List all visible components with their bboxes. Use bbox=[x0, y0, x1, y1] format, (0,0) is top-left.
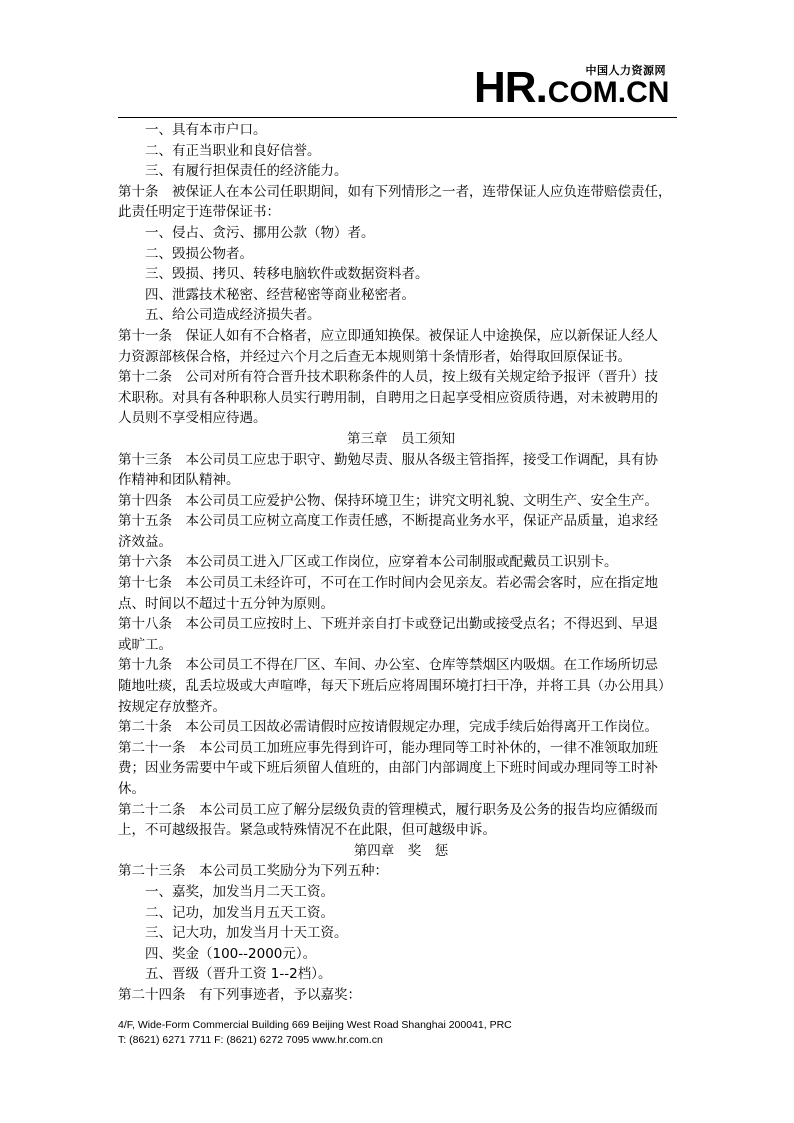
text-line: 第十四条 本公司员工应爱护公物、保持环境卫生；讲究文明礼貌、文明生产、安全生产。 bbox=[118, 492, 658, 509]
text-line: 第十一条 保证人如有不合格者，应立即通知换保。被保证人中途换保，应以新保证人经人 bbox=[118, 327, 658, 344]
chapter-heading: 第三章 员工须知 bbox=[347, 430, 455, 447]
text-line: 二、毁损公物者。 bbox=[145, 245, 253, 262]
text-line: 第十条 被保证人在本公司任职期间，如有下列情形之一者，连带保证人应负连带赔偿责任， bbox=[118, 183, 672, 200]
text-line: 三、毁损、拷贝、转移电脑软件或数据资料者。 bbox=[145, 266, 429, 283]
text-line: 一、嘉奖，加发当月二天工资。 bbox=[145, 883, 334, 900]
text-line: 此责任明定于连带保证书： bbox=[118, 204, 280, 221]
text-line: 第十七条 本公司员工未经许可，不可在工作时间内会见亲友。若必需会客时，应在指定地 bbox=[118, 575, 658, 592]
logo-domain: COM.CN bbox=[547, 76, 670, 109]
text-line: 点、时间以不超过十五分钟为原则。 bbox=[118, 595, 334, 612]
text-line: 第十六条 本公司员工进入厂区或工作岗位，应穿着本公司制服或配戴员工识别卡。 bbox=[118, 554, 618, 571]
logo-dot: . bbox=[535, 63, 548, 112]
text-line: 作精神和团队精神。 bbox=[118, 472, 240, 489]
text-line: 术职称。对具有各种职称人员实行聘用制，自聘用之日起享受相应资质待遇，对未被聘用的 bbox=[118, 389, 658, 406]
text-line: 二、有正当职业和良好信誉。 bbox=[145, 142, 321, 159]
text-line: 五、给公司造成经济损失者。 bbox=[145, 307, 321, 324]
text-line: 第十九条 本公司员工不得在厂区、车间、办公室、仓库等禁烟区内吸烟。在工作场所切忌 bbox=[118, 657, 658, 674]
footer-address: 4/F, Wide-Form Commercial Building 669 Beijing West Road Shanghai 200041, PRC bbox=[118, 1019, 512, 1031]
text-line: 第二十条 本公司员工因故必需请假时应按请假规定办理，完成手续后始得离开工作岗位。 bbox=[118, 719, 658, 736]
text-line: 四、泄露技术秘密、经营秘密等商业秘密者。 bbox=[145, 286, 415, 303]
text-line: 四、奖金（100--2000元）。 bbox=[145, 945, 317, 962]
text-line: 五、晋级（晋升工资 1--2档）。 bbox=[145, 966, 332, 983]
text-line: 一、具有本市户口。 bbox=[145, 122, 267, 138]
logo-chinese-text: 中国人力资源网 bbox=[585, 64, 666, 77]
text-line: 一、侵占、贪污、挪用公款（物）者。 bbox=[145, 224, 375, 241]
text-line: 第十五条 本公司员工应树立高度工作责任感，不断提高业务水平，保证产品质量，追求经 bbox=[118, 513, 658, 530]
text-line: 上，不可越级报告。紧急或特殊情况不在此限，但可越级申诉。 bbox=[118, 822, 496, 839]
text-line: 人员则不享受相应待遇。 bbox=[118, 410, 267, 427]
text-line: 三、有履行担保责任的经济能力。 bbox=[145, 163, 348, 180]
text-line: 第二十三条 本公司员工奖励分为下列五种： bbox=[118, 863, 388, 880]
hr-logo bbox=[474, 58, 674, 110]
text-line: 第十八条 本公司员工应按时上、下班并亲自打卡或登记出勤或接受点名；不得迟到、早退 bbox=[118, 616, 658, 633]
logo-hr: HR bbox=[474, 63, 536, 112]
text-line: 第二十四条 有下列事迹者，予以嘉奖： bbox=[118, 986, 361, 1003]
text-line: 随地吐痰，乱丢垃圾或大声喧哗，每天下班后应将周围环境打扫干净，并将工具（办公用具） bbox=[118, 678, 672, 695]
text-line: 第十二条 公司对所有符合晋升技术职称条件的人员，按上级有关规定给予报评（晋升）技 bbox=[118, 369, 658, 386]
page-footer bbox=[118, 1018, 678, 1048]
text-line: 或旷工。 bbox=[118, 636, 172, 653]
chapter-heading: 第四章 奖 惩 bbox=[353, 842, 449, 859]
text-line: 按规定存放整齐。 bbox=[118, 698, 226, 715]
text-line: 第二十二条 本公司员工应了解分层级负责的管理模式，履行职务及公务的报告均应循级而 bbox=[118, 801, 658, 818]
text-line: 三、记大功，加发当月十天工资。 bbox=[145, 925, 348, 942]
header-rule bbox=[118, 117, 677, 118]
text-line: 休。 bbox=[118, 781, 145, 797]
text-line: 第十三条 本公司员工应忠于职守、勤勉尽责、服从各级主管指挥，接受工作调配，具有协 bbox=[118, 451, 658, 468]
text-line: 二、记功，加发当月五天工资。 bbox=[145, 904, 334, 921]
footer-contact: T: (8621) 6271 7711 F: (8621) 6272 7095 www.hr.com.cn bbox=[118, 1034, 383, 1046]
text-line: 济效益。 bbox=[118, 533, 172, 550]
document-body bbox=[118, 120, 684, 1006]
text-line: 力资源部核保合格，并经过六个月之后查无本规则第十条情形者，始得取回原保证书。 bbox=[118, 348, 631, 365]
logo-wordmark bbox=[474, 63, 670, 115]
text-line: 费；因业务需要中午或下班后须留人值班的，由部门内部调度上下班时间或办理同等工时补 bbox=[118, 760, 658, 777]
text-line: 第二十一条 本公司员工加班应事先得到许可，能办理同等工时补休的，一律不准领取加班 bbox=[118, 739, 658, 756]
